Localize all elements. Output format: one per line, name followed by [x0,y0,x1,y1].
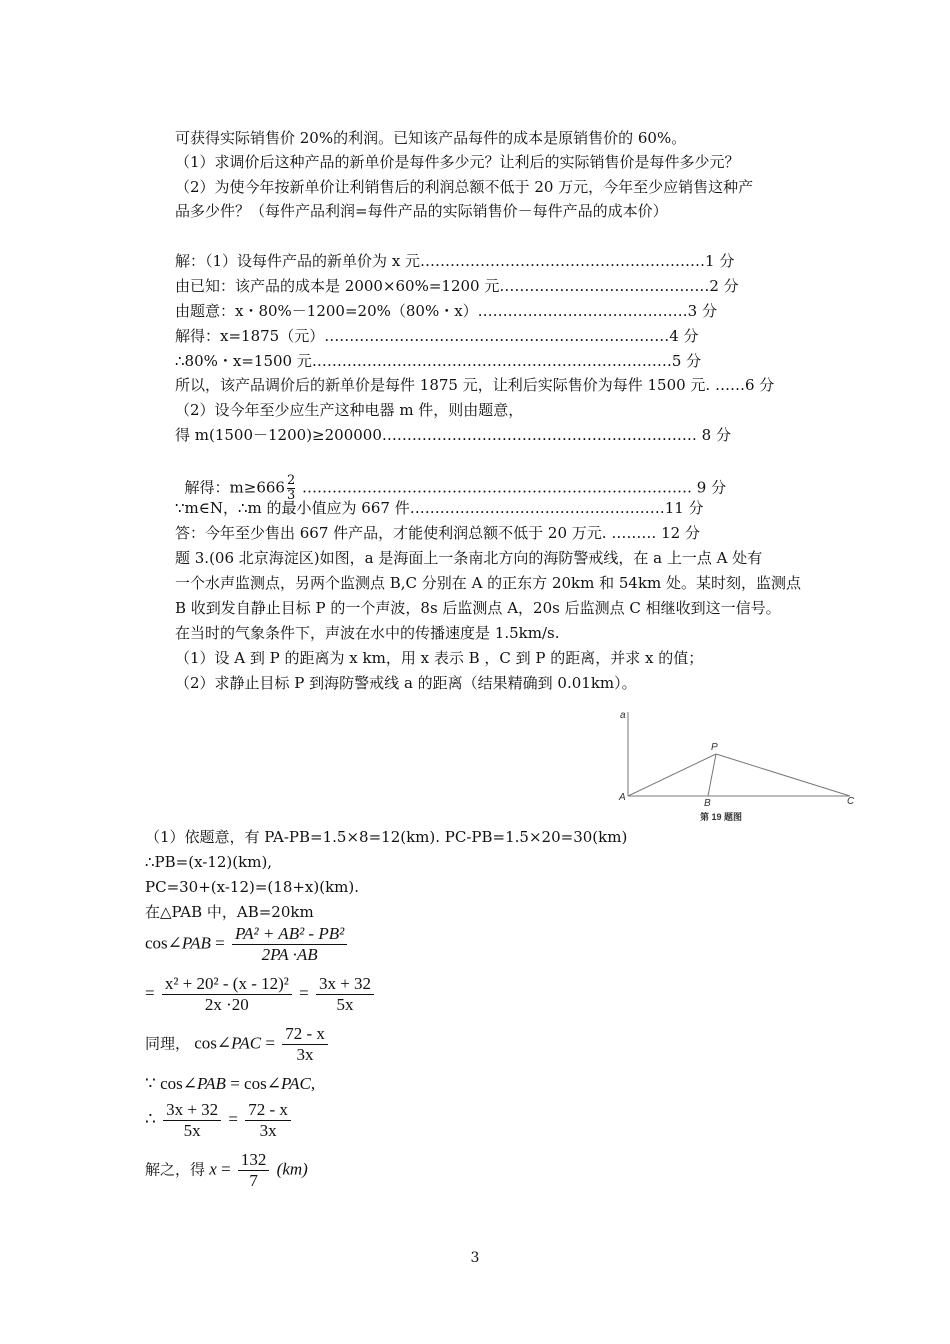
because-symbol: ∵ [145,1074,156,1093]
label-b: B [704,798,711,809]
cos-text: cos∠ [145,933,182,953]
angle-name: PAC [231,1033,262,1053]
fraction-numerator: x² + 20² - (x - 12)² [162,974,292,995]
page-number: 3 [470,1250,480,1266]
fraction-denominator: 3 [286,488,296,503]
fraction [163,1100,221,1141]
problem-text-line: 在当时的气象条件下，声波在水中的传播速度是 1.5km/s. [175,624,560,642]
geometry-figure [615,708,865,824]
equation: ∴ $\frac{3x + 32}{5x}$ = $\frac{72 - x}{3x}$ [145,1100,294,1141]
fraction-denominator: 2PA ·AB [261,945,318,964]
fraction [245,1100,291,1141]
figure-caption: 第 19 题图 [700,812,743,822]
text-label: 同理， [145,1034,191,1053]
label-a-point: A [619,792,626,803]
variable-x: x [209,1159,217,1179]
line-pb [708,754,716,796]
line-pc [716,754,850,796]
angle-name: PAC [280,1074,311,1093]
cos-pab-formula: cos∠PAB = $\frac{\text{PA² + AB² - PB²}}{2PA \cdot AB}$ [145,924,350,965]
fraction-denominator: 3x [259,1121,277,1140]
cos-text: cos∠ [244,1074,281,1093]
label-c: C [847,796,855,807]
label-p: P [711,742,718,753]
fraction-numerator: 72 - x [245,1100,291,1121]
question-1: （1）设 A 到 P 的距离为 x km，用 x 表示 B ，C 到 P 的距离，并求 x 的值； [175,649,704,667]
solution-step: 在△PAB 中，AB=20km [145,903,314,921]
fraction-denominator: 3x [296,1045,314,1064]
question-2-line-a: （2）为使今年按新单价让利销售后的利润总额不低于 20 万元，今年至少应销售这种产 [175,178,754,196]
solution-step: 解得：x=1875（元）……………………………………………………………4 分 [175,327,699,345]
angle-name: PAB [181,933,211,953]
fraction-numerator: 132 [238,1150,270,1171]
fraction-denominator: 5x [336,995,354,1014]
solution-step: ∴PB=(x-12)(km), [145,853,273,871]
label-a: a [620,710,626,721]
fraction-denominator: 7 [249,1171,258,1190]
fraction-denominator: 2x ·20 [204,995,249,1014]
fraction-numerator: 2 [286,473,296,488]
solution-step: 所以，该产品调价后的新单价是每件 1875 元，让利后实际售价为每件 1500 元. ……6 分 [175,376,775,394]
cos-text: cos∠ [194,1033,232,1053]
fraction [238,1150,270,1191]
fraction [316,974,374,1015]
solution-step: ∵m∈N，∴m 的最小值应为 667 件……………………………………………11 分 [175,499,704,517]
solution-step: 得 m(1500－1200)≥200000……………………………………………………… 8 分 [175,426,731,444]
fraction-denominator: 5x [183,1121,201,1140]
solution-step: ∴80%・x=1500 元………………………………………………………………5 分 [175,352,702,370]
fraction [162,974,292,1015]
line-ap [628,754,716,796]
unit: (km) [276,1159,308,1179]
solution-answer: 答：今年至少售出 667 件产品，才能使利润总额不低于 20 万元. ……… 12 分 [175,524,700,542]
fraction [282,1024,328,1065]
solution-step: （1）依题意，有 PA-PB=1.5×8=12(km). PC-PB=1.5×20=30(km) [145,828,628,846]
cos-pac-formula: 同理， cos∠PAC = $\frac{72 - x}{3x}$ [145,1024,331,1065]
therefore-symbol: ∴ [145,1109,156,1129]
fraction [232,924,347,965]
problem-text-line: B 收到发自静止目标 P 的一个声波，8s 后监测点 A，20s 后监测点 C 相继收到这一信号。 [175,599,781,617]
final-answer: 解之，得 x = $\frac{132}{7}$ (km) [145,1150,308,1190]
angle-name: PAB [196,1074,226,1093]
solution-step-fraction [175,452,726,503]
fraction-numerator: 3x + 32 [316,974,374,995]
question-2: （2）求静止目标 P 到海防警戒线 a 的距离（结果精确到 0.01km）。 [175,674,637,692]
equality-statement: ∵ cos∠PAB = cos∠PAC, [145,1074,316,1093]
solution-step: 解：（1）设每件产品的新单价为 x 元…………………………………………………1 分 [175,252,735,270]
problem-text-line: 题 3.(06 北京海淀区)如图，a 是海面上一条南北方向的海防警戒线，在 a 上一点 A 处有 [175,549,763,567]
problem-text-line: 一个水声监测点，另两个监测点 B,C 分别在 A 的正东方 20km 和 54km 处。某时刻，监测点 [175,574,802,592]
solution-step: 由已知：该产品的成本是 2000×60%=1200 元……………………………………2 分 [175,277,739,295]
fraction-numerator: PA² + AB² - PB² [232,924,347,945]
triangle-diagram [615,708,865,824]
question-2-line-b: 品多少件？（每件产品利润=每件产品的实际销售价－每件产品的成本价） [175,202,668,220]
solution-text: 解得：m≥666 [184,478,285,497]
cos-text: cos∠ [160,1074,197,1093]
text-label: 解之，得 [145,1160,206,1179]
fraction-numerator: 3x + 32 [163,1100,221,1121]
solution-step: 由题意：x・80%－1200=20%（80%・x）……………………………………3 分 [175,302,717,320]
solution-step: PC=30+(x-12)=(18+x)(km). [145,878,360,896]
solution-text: …………………………………………………………………… 9 分 [297,478,727,497]
question-1: （1）求调价后这种产品的新单价是每件多少元？让利后的实际销售价是每件多少元？ [175,153,740,171]
solution-step: （2）设今年至少应生产这种电器 m 件，则由题意， [175,401,524,419]
problem-text-line: 可获得实际销售价 20%的利润。已知该产品每件的成本是原销售价的 60%。 [175,129,687,147]
fraction-numerator: 72 - x [282,1024,328,1045]
cos-pab-expansion: = $\frac{\text{x² + 20² - (x - 12)²}}{2x \cdot 20}$ = $\frac{3x + 32}{5x}$ [145,974,377,1015]
